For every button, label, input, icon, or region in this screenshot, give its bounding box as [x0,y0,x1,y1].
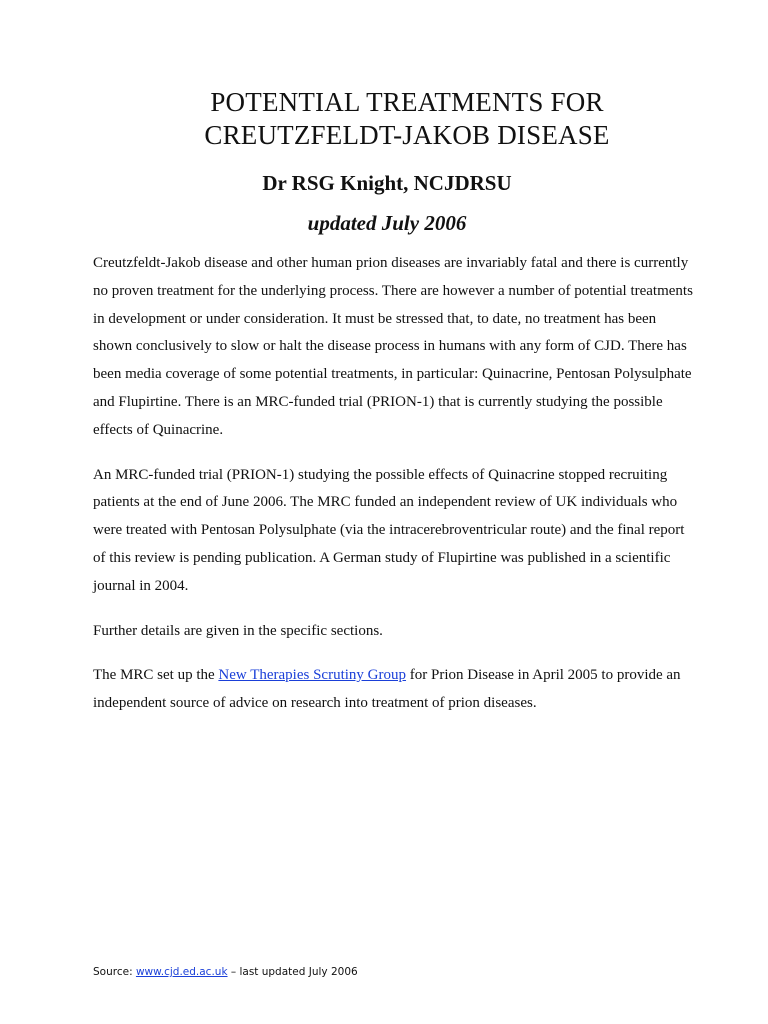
footer-source-label: Source: [93,966,133,978]
title-line-2: CREUTZFELDT-JAKOB DISEASE [204,120,610,150]
footer-source-suffix: – last updated July 2006 [230,966,358,978]
footer-source-link[interactable]: www.cjd.ed.ac.uk [135,966,228,978]
page-footer [93,966,358,978]
author-line: Dr RSG Knight, NCJDRSU [262,171,512,195]
paragraph-intro: Creutzfeldt-Jakob disease and other human prion diseases are invariably fatal and there is currently no proven treatment for the underlying process. There are however a number of potential treatments in development or under consideration. It must be stressed that, to date, no treatment has been shown conclusively to slow or halt the disease process in humans with any form of CJD. There has been media coverage of some potential treatments, in particular: Quinacrine, Pentosan Polysulphate and Flupirtine. There is an MRC-funded trial (PRION-1) that is currently studying the possible effects of Quinacrine. [93,255,693,438]
updated-date: updated July 2006 [307,211,467,235]
paragraph-further-details: Further details are given in the specific sections. [93,622,383,639]
paragraph-mrc-group-after: for Prion Disease in April 2005 to provide an independent source of advice on research into treatment of prion diseases. [93,667,681,712]
paragraph-mrc-group-before: The MRC set up the [93,667,219,684]
new-therapies-scrutiny-group-link[interactable]: New Therapies Scrutiny Group [218,667,407,684]
title-line-1: POTENTIAL TREATMENTS FOR [210,87,604,117]
body-text [93,250,693,735]
paragraph-trials: An MRC-funded trial (PRION-1) studying the possible effects of Quinacrine stopped recruiting patients at the end of June 2006. The MRC funded an independent review of UK individuals who were treated with Pentosan Polysulphate (via the intracerebroventricular route) and the final report of this review is pending publication. A German study of Flupirtine was published in a scientific journal in 2004. [93,466,685,594]
document-title [92,86,722,152]
paragraph-mrc-group [93,662,693,718]
